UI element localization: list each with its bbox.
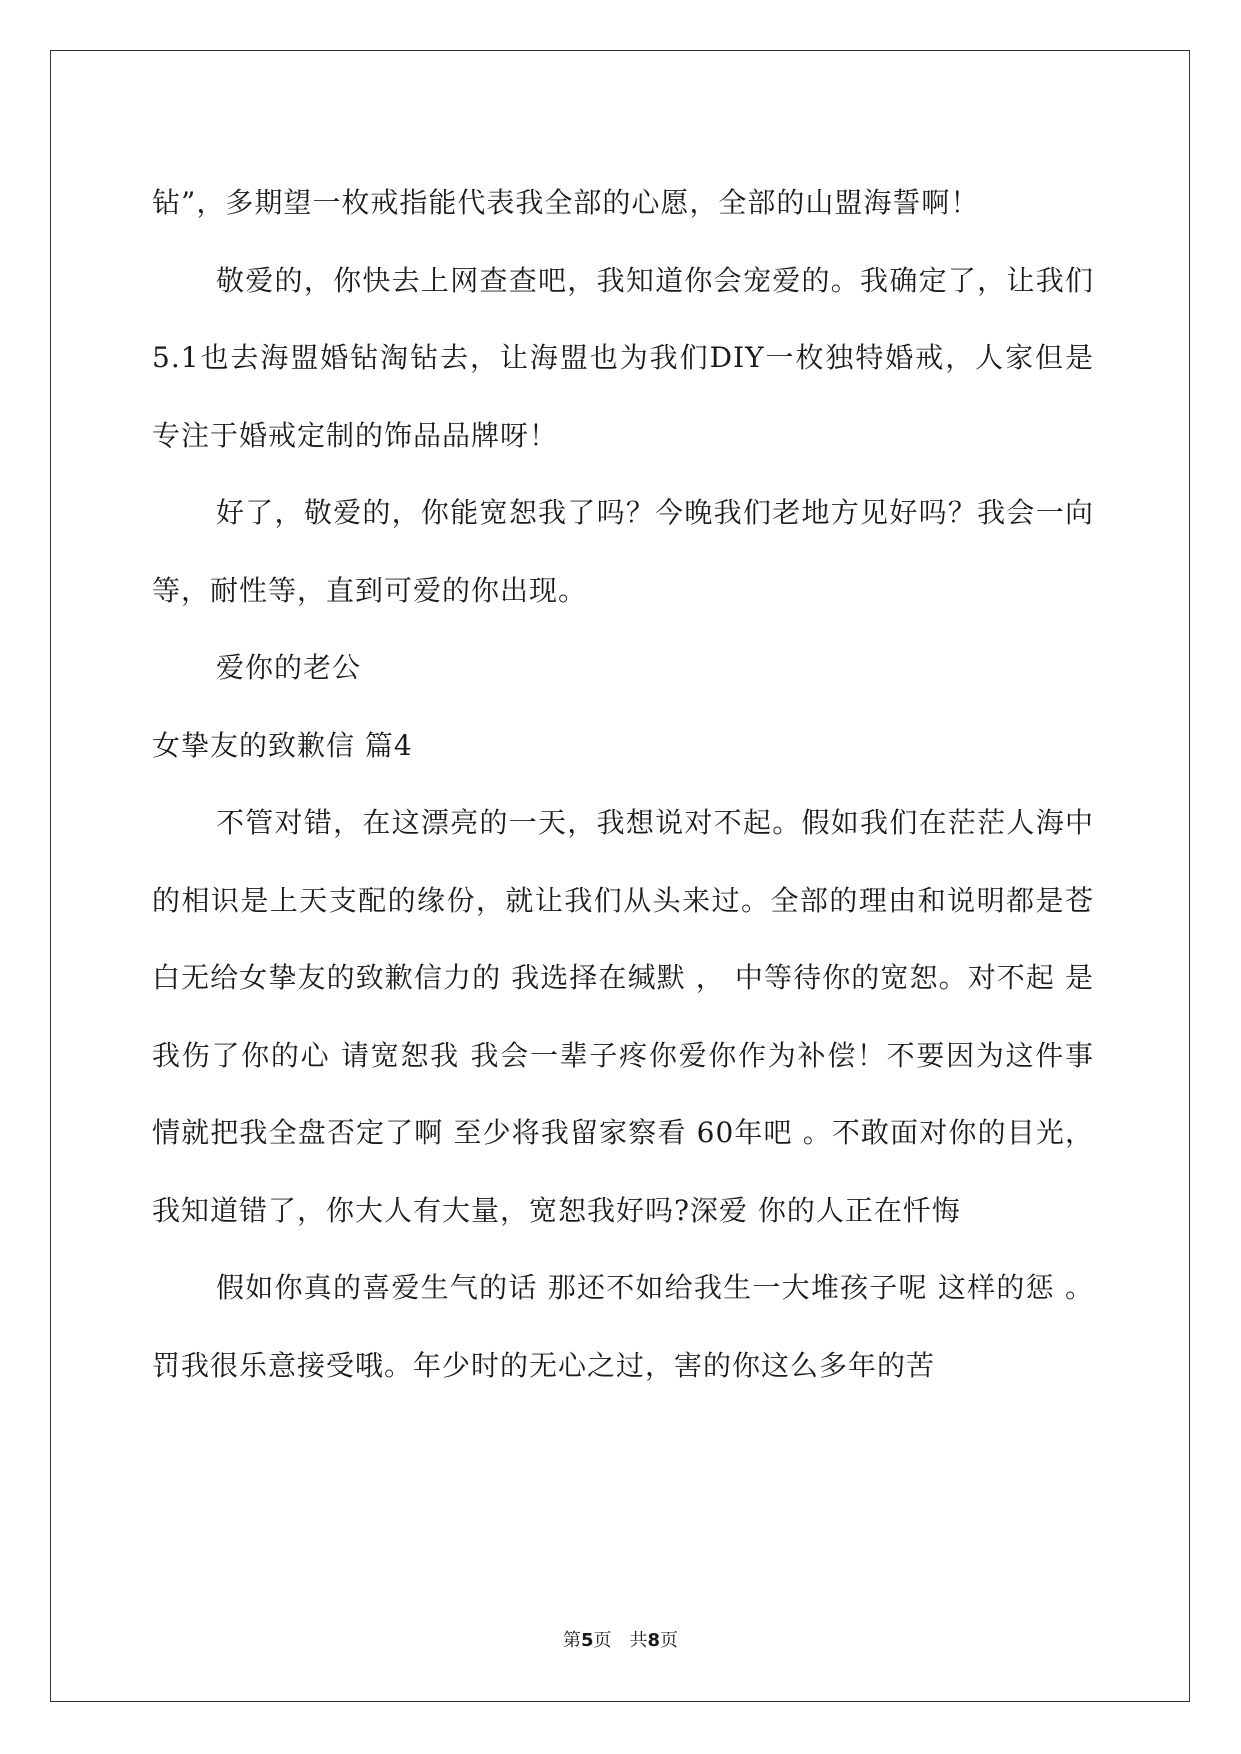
paragraph: 好了，敬爱的，你能宽恕我了吗？今晚我们老地方见好吗？我会一向等，耐性等，直到可爱的你出现。 — [152, 496, 1094, 607]
current-page-number: 5 — [580, 1630, 594, 1651]
signature: 爱你的老公 — [216, 651, 362, 684]
letter-body — [152, 164, 1094, 1404]
paragraph: 敬爱的，你快去上网查查吧，我知道你会宠爱的。我确定了，让我们5.1也去海盟婚钻淘钻去，让海盟也为我们DIY一枚独特婚戒，人家但是专注于婚戒定制的饰品品牌呀！ — [152, 263, 1094, 452]
footer-middle: 页 共 — [593, 1630, 648, 1651]
total-pages-number: 8 — [647, 1630, 661, 1651]
page-footer — [0, 1626, 1241, 1652]
paragraph: 不管对错，在这漂亮的一天，我想说对不起。假如我们在茫茫人海中 的相识是上天支配的缘份，就让我们从头来过。全部的理由和说明都是苍白无给女挚友的致歉信力的 我选择在缄默 ， 中等待你的宽恕。对不起 是我伤了你的心 请宽恕我 我会一辈子疼你爱你作为补偿！不要因为这件事情就把我全盘否定了啊 至少将我留家察看 60年吧 。不敢面对你的目光，我知道错了，你大人有大量，宽恕我好吗?深爱 你的人正在忏悔 — [152, 806, 1094, 1227]
footer-suffix: 页 — [660, 1630, 679, 1651]
paragraph: 钻”，多期望一枚戒指能代表我全部的心愿，全部的山盟海誓啊！ — [152, 186, 980, 219]
section-heading: 女挚友的致歉信 篇4 — [152, 728, 413, 762]
footer-prefix: 第 — [562, 1630, 581, 1651]
paragraph: 假如你真的喜爱生气的话 那还不如给我生一大堆孩子呢 这样的惩 。 罚我很乐意接受哦。年少时的无心之过，害的你这么多年的苦 — [152, 1271, 1094, 1382]
